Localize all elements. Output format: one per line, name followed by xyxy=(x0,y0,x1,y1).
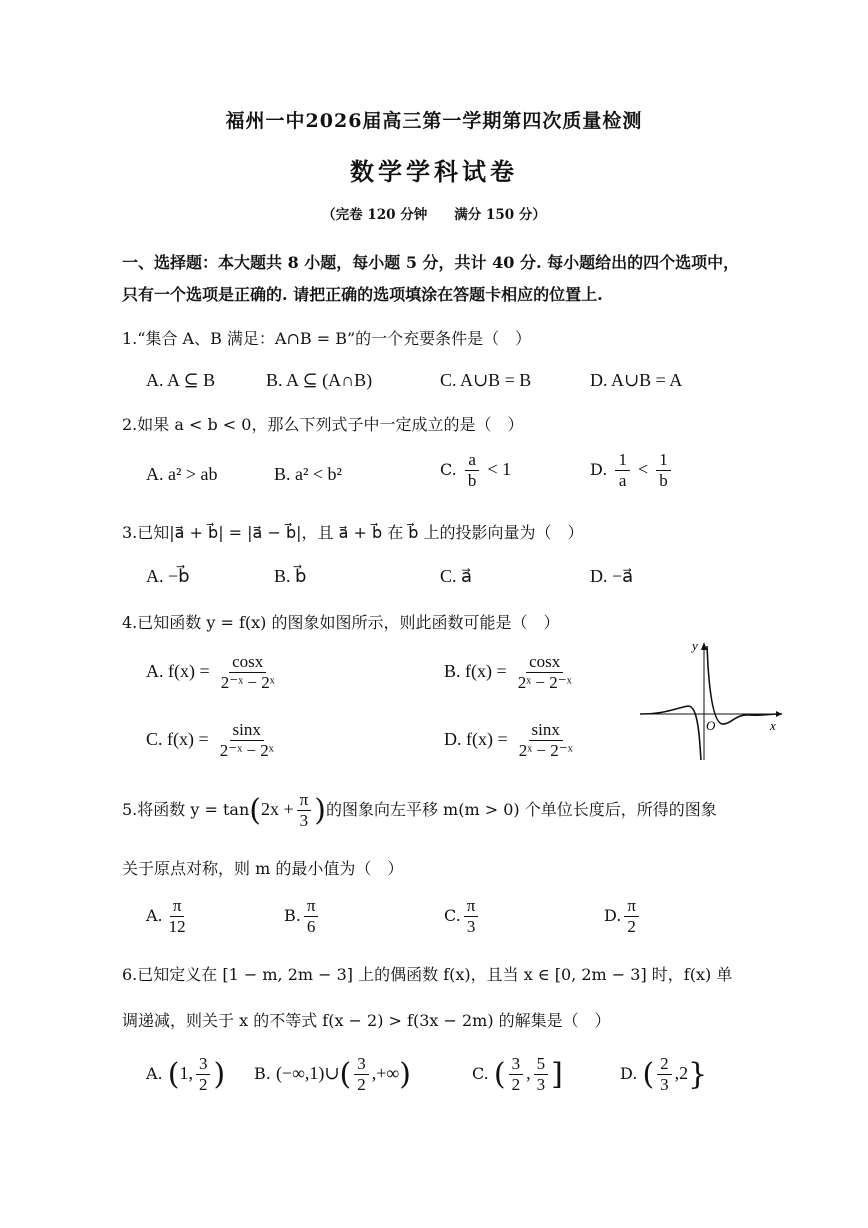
q1-stem: 1.“集合 A、B 满足：A∩B = B”的一个充要条件是（ ） xyxy=(122,329,532,348)
q2-option-b: B. a² < b² xyxy=(274,464,342,484)
q6-stem-line2: 调递减，则关于 x 的不等式 f(x − 2) > f(3x − 2m) 的解集是（ ） xyxy=(122,1011,611,1030)
q1-option-d: D. A∪B = A xyxy=(590,370,683,390)
q1-option-c: C. A∪B = B xyxy=(440,370,532,390)
graph-x-label: x xyxy=(770,718,776,733)
section-instructions-line1: 一、选择题：本大题共 8 小题，每小题 5 分，共计 40 分. 每小题给出的四个选项中， xyxy=(122,253,740,272)
q6-option-c: C. ( $\frac{3}{2}$ , $\frac{5}{3}$ ] xyxy=(472,1054,563,1094)
q6-stem-line1: 6.已知定义在 [1 − m, 2m − 3] 上的偶函数 f(x)，且当 x ∈ [0, 2m − 3] 时，f(x) 单 xyxy=(122,965,733,984)
q3-option-c: C. a⃗ xyxy=(440,566,473,586)
graph-y-arrow xyxy=(701,642,707,650)
q2-option-d: D. $\frac{1}{a}$ < $\frac{1}{b}$ xyxy=(590,450,674,491)
q5-option-d: D. $\frac{\pi}{2}$ xyxy=(604,896,642,937)
exam-title: 福州一中2026届高三第一学期第四次质量检测 xyxy=(225,110,643,132)
q6-option-a: A. (1, $\frac{3}{2}$ ) xyxy=(146,1054,226,1094)
q5-option-b: B. $\frac{\pi}{6}$ xyxy=(284,896,321,937)
q1-option-a: A. A ⊆ B xyxy=(146,370,216,390)
q1-option-b: B. A ⊆ (A∩B) xyxy=(266,370,373,390)
q2-c-fraction: $\frac{a}{b}$ xyxy=(465,450,480,491)
q3-stem: 3.已知|a⃗ + b⃗| = |a⃗ − b⃗|，且 a⃗ + b⃗ 在 b⃗ 上的投影向量为（ ） xyxy=(122,523,584,542)
graph-origin-label: O xyxy=(706,718,716,733)
subject-title: 数学学科试卷 xyxy=(350,157,518,186)
q6-option-d: D. ( $\frac{2}{3}$ ,2} xyxy=(620,1054,708,1094)
graph-y-label: y xyxy=(692,638,698,653)
q5-stem-line2: 关于原点对称，则 m 的最小值为（ ） xyxy=(122,859,404,878)
q4-option-b: B. f(x) = $\frac{\cos x}{\text{2ˣ − 2⁻ˣ}}$ xyxy=(444,652,572,692)
section-instructions-line2: 只有一个选项是正确的. 请把正确的选项填涂在答题卡相应的位置上. xyxy=(122,285,603,304)
q2-option-a: A. a² > ab xyxy=(146,464,218,484)
q2-stem: 2.如果 a < b < 0，那么下列式子中一定成立的是（ ） xyxy=(122,415,524,434)
q4-function-graph xyxy=(636,636,786,764)
exam-info: （完卷 120 分钟 满分 150 分） xyxy=(322,207,546,223)
q3-option-a: A. −b⃗ xyxy=(146,566,190,586)
q3-option-d: D. −a⃗ xyxy=(590,566,634,586)
graph-curve-right xyxy=(707,646,782,724)
q5-option-a: A. $\frac{\pi}{12}$ xyxy=(146,896,186,936)
q4-option-c: C. f(x) = $\frac{\sin x}{\text{2⁻ˣ − 2ˣ}}$ xyxy=(146,720,274,760)
q5-stem-line1: 5.将函数 y = tan(2x + $\frac{\pi}{3}$ )的图象向左平移 m(m > 0) 个单位长度后，所得的图象 xyxy=(122,790,717,830)
q6-option-b: B. (−∞,1)∪( $\frac{3}{2}$ ,+∞) xyxy=(254,1054,411,1094)
q3-option-b: B. b⃗ xyxy=(274,566,307,586)
q4-stem: 4.已知函数 y = f(x) 的图象如图所示，则此函数可能是（ ） xyxy=(122,613,560,632)
q5-option-c: C. $\frac{\pi}{3}$ xyxy=(444,896,481,937)
q4-option-a: A. f(x) = $\frac{\cos x}{\text{2⁻ˣ − 2ˣ}}$ xyxy=(146,652,275,692)
q2-option-c: C. $\frac{a}{b}$ < 1 xyxy=(440,450,512,490)
q4-option-d: D. f(x) = $\frac{\sin x}{\text{2ˣ − 2⁻ˣ}}$ xyxy=(444,720,573,760)
